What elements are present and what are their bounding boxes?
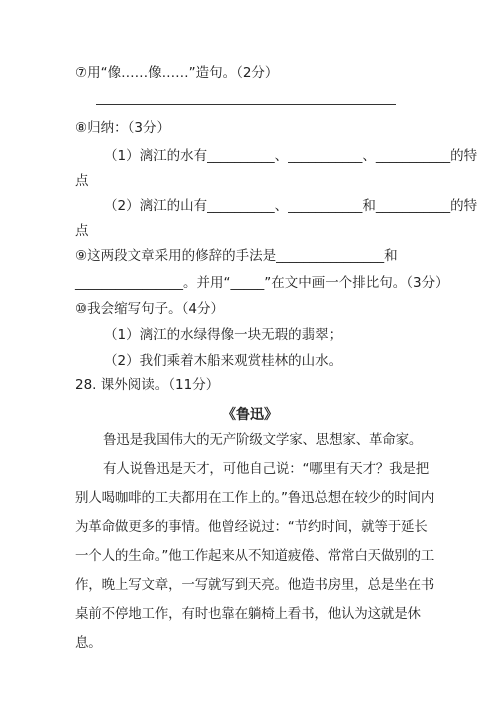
question-7: ⑦用“像……像……”造句。（2分） (75, 65, 279, 81)
question-28: 28. 课外阅读。（11分） (75, 377, 220, 393)
question-9-line2: ________________。并用“_____”在文中画一个排比句。（3分） (75, 275, 449, 291)
passage-title: 《鲁迅》 (222, 407, 278, 423)
question-9-line1: ⑨这两段文章采用的修辞的手法是________________和 (75, 248, 398, 264)
question-8-1-line1: （1）漓江的水有__________、___________、___________的特 (104, 148, 478, 164)
question-10-1: （1）漓江的水绿得像一块无瑕的翡翠； (104, 327, 343, 343)
question-10: ⑩我会缩写句子。（4分） (75, 301, 224, 317)
question-8: ⑧归纳：（3分） (75, 120, 170, 136)
question-8-2-line1: （2）漓江的山有__________、___________和___________的特 (104, 198, 478, 214)
passage-paragraph-1: 鲁迅是我国伟大的无产阶级文学家、思想家、革命家。 (103, 432, 423, 448)
question-10-2: （2）我们乘着木船来观赏桂林的山水。 (104, 353, 343, 369)
question-8-2-line2: 点 (75, 223, 89, 239)
question-8-1-line2: 点 (75, 173, 89, 189)
answer-line (96, 104, 396, 105)
passage-paragraph-2: 有人说鲁迅是天才，可他自己说：“哪里有天才？我是把别人喝咖啡的工夫都用在工作上的。”鲁迅总想在较少的时间内为革命做更多的事情。他曾经说过：“节约时间，就等于延长一个人的生命。”他工作起来从不知道疲倦、常常白天做别的工作，晚上写文章，一写就写到天亮。他造书房里，总是坐在书桌前不停地工作，有时也靠在躺椅上看书，他认为这就是休息。 (75, 461, 435, 651)
